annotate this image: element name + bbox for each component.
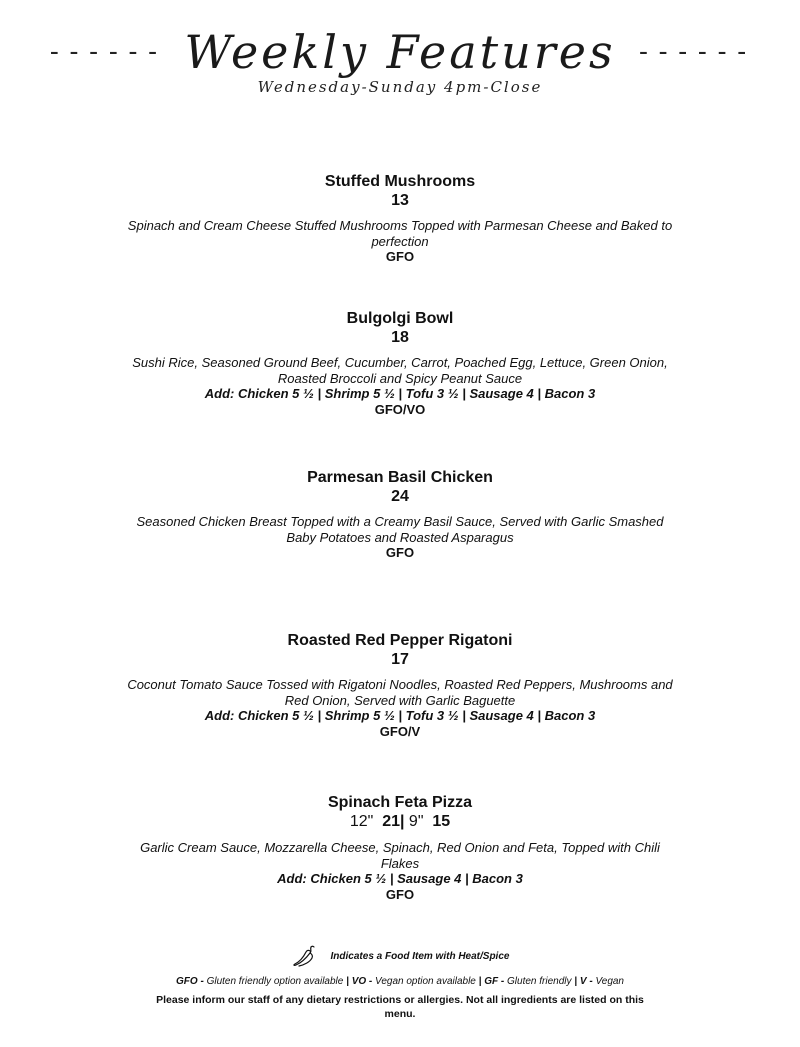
item-description: Coconut Tomato Sauce Tossed with Rigatoni Noodles, Roasted Red Peppers, Mushrooms and Red Onion, Served with Garlic Baguette [127,677,673,708]
item-addons: Add: Chicken 5 ½ | Shrimp 5 ½ | Tofu 3 ½ | Sausage 4 | Bacon 3 [204,708,596,723]
menu-item-stuffed-mushrooms [120,172,680,265]
item-description: Garlic Cream Sauce, Mozzarella Cheese, Spinach, Red Onion and Feta, Topped with Chili Flakes [140,840,660,871]
v-text: Vegan [595,976,624,987]
chili-pepper-icon [291,944,317,968]
title-dashes-right: ------ [635,37,754,67]
item-name: Stuffed Mushrooms [324,173,476,190]
gf-code: GF - [484,976,505,987]
item-diet-tag: GFO [385,886,415,902]
menu-legend [0,944,800,1021]
price-12: 21 [382,813,400,830]
item-price: 24 [391,488,409,505]
v-code: V - [579,976,593,987]
pizza-prices [120,812,680,832]
item-price: 17 [391,651,409,668]
gfo-text: Gluten friendly option available [206,976,344,987]
size-12-label: 12" [349,813,374,830]
menu-item-spinach-feta-pizza [120,793,680,902]
heat-legend-row [0,944,800,968]
vo-text: Vegan option available [375,976,476,987]
title-dashes-left: ------ [46,37,165,67]
item-diet-tag: GFO [385,249,415,264]
menu-item-parmesan-basil-chicken [120,468,680,561]
item-name: Roasted Red Pepper Rigatoni [287,632,513,649]
item-diet-tag: GFO/VO [374,401,426,417]
size-9-label: 9" [408,813,424,830]
heat-legend-text: Indicates a Food Item with Heat/Spice [330,950,510,962]
item-price: 18 [391,329,409,346]
item-addons: Add: Chicken 5 ½ | Sausage 4 | Bacon 3 [277,871,523,886]
diet-key-row: GFO - Gluten friendly option available | VO - Vegan option available | GF - Gluten friendly | V - Vegan [176,976,624,987]
page-subtitle: Wednesday-Sunday 4pm-Close [257,78,543,96]
vo-code: VO - [351,976,373,987]
item-diet-tag: GFO [385,545,415,560]
item-name: Bulgolgi Bowl [346,310,454,327]
item-description: Sushi Rice, Seasoned Ground Beef, Cucumber, Carrot, Poached Egg, Lettuce, Green Onion, Roasted Broccoli and Spicy Peanut Sauce [132,355,668,386]
menu-item-roasted-red-pepper-rigatoni [120,631,680,739]
allergy-notice: Please inform our staff of any dietary restrictions or allergies. Not all ingredients are listed on this menu. [156,994,644,1020]
item-description: Seasoned Chicken Breast Topped with a Creamy Basil Sauce, Served with Garlic Smashed Baby Potatoes and Roasted Asparagus [136,514,664,545]
gfo-code: GFO - [176,976,204,987]
gf-text: Gluten friendly [507,976,572,987]
price-separator: | [399,813,405,830]
item-diet-tag: GFO/V [379,723,421,739]
title-row [0,22,800,82]
item-description: Spinach and Cream Cheese Stuffed Mushrooms Topped with Parmesan Cheese and Baked to perfection [127,218,673,249]
item-price: 13 [391,192,409,209]
page-title: Weekly Features [184,25,616,79]
price-9: 15 [432,813,451,830]
menu-header [0,22,800,96]
item-addons: Add: Chicken 5 ½ | Shrimp 5 ½ | Tofu 3 ½ | Sausage 4 | Bacon 3 [204,386,596,401]
menu-item-bulgolgi-bowl [120,309,680,417]
item-name: Spinach Feta Pizza [327,794,473,811]
item-name: Parmesan Basil Chicken [307,469,493,486]
